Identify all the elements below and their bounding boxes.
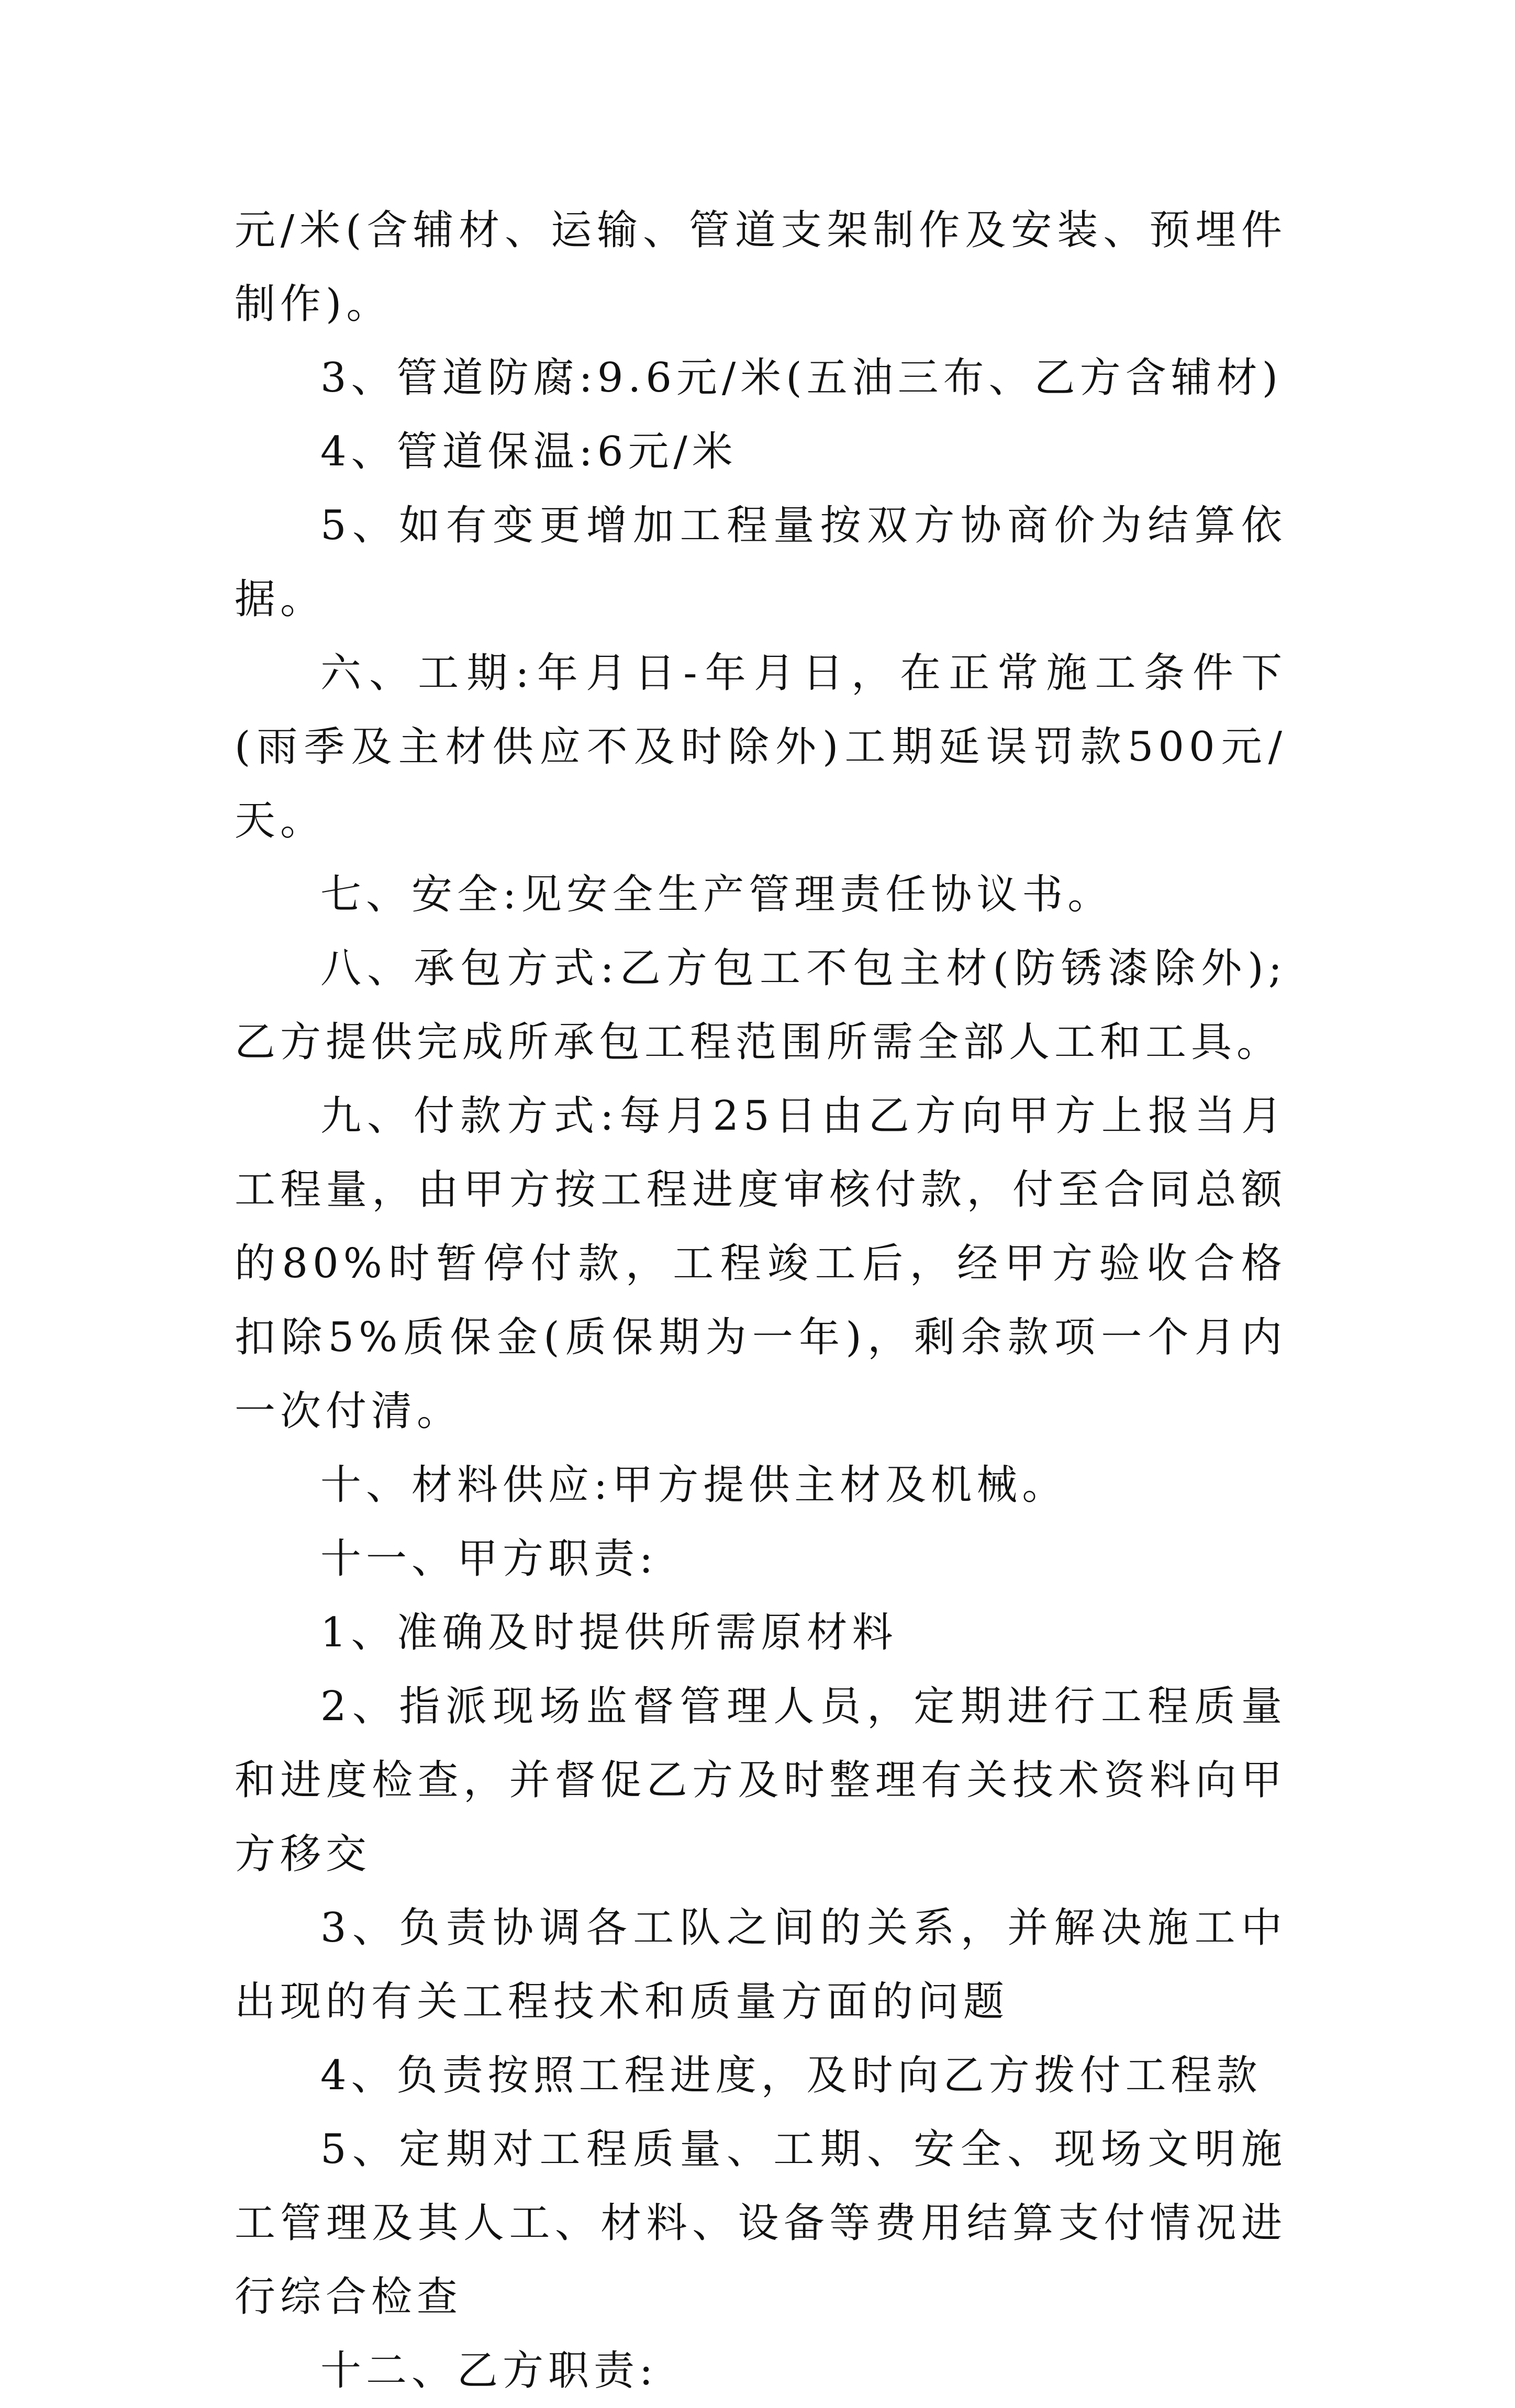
paragraph-party-a-duty-5: 5、定期对工程质量、工期、安全、现场文明施工管理及其人工、材料、设备等费用结算支付情况进行综合检查 [235, 2126, 1287, 2321]
paragraph-section-9-payment: 九、付款方式:每月25日由乙方向甲方上报当月工程量，由甲方按工程进度审核付款，付至合同总额的80%时暂停付款，工程竣工后，经甲方验收合格扣除5%质保金(质保期为一年)，剩余款项一个月内一次付清。 [235, 1092, 1287, 1435]
paragraph-party-a-duty-1: 1、准确及时提供所需原材料 [320, 1609, 898, 1656]
paragraph-section-8-contract-mode: 八、承包方式:乙方包工不包主材(防锈漆除外);乙方提供完成所承包工程范围所需全部人工和工具。 [235, 945, 1287, 1066]
paragraph-item-5-change: 5、如有变更增加工程量按双方协商价为结算依据。 [235, 502, 1287, 623]
paragraph-item-3-anticorrosion: 3、管道防腐:9.6元/米(五油三布、乙方含辅材) [320, 354, 1283, 402]
paragraph-party-a-duty-4: 4、负责按照工程进度，及时向乙方拨付工程款 [320, 2052, 1262, 2099]
document-body [235, 194, 1287, 2408]
paragraph-party-a-duty-3: 3、负责协调各工队之间的关系，并解决施工中出现的有关工程技术和质量方面的问题 [235, 1904, 1287, 2025]
paragraph-section-6-schedule: 六、工期:年月日-年月日，在正常施工条件下(雨季及主材供应不及时除外)工期延误罚款500元/天。 [235, 650, 1287, 844]
paragraph-continuation: 元/米(含辅材、运输、管道支架制作及安装、预埋件制作)。 [235, 207, 1287, 328]
paragraph-party-a-duty-2: 2、指派现场监督管理人员，定期进行工程质量和进度检查，并督促乙方及时整理有关技术资料向甲方移交 [235, 1683, 1287, 1878]
paragraph-item-4-insulation: 4、管道保温:6元/米 [320, 428, 738, 475]
paragraph-section-10-materials: 十、材料供应:甲方提供主材及机械。 [320, 1462, 1068, 1509]
heading-section-11-party-a: 十一、甲方职责: [320, 1535, 658, 1582]
paragraph-section-7-safety: 七、安全:见安全生产管理责任协议书。 [320, 871, 1113, 918]
heading-section-12-party-b: 十二、乙方职责: [320, 2347, 658, 2394]
